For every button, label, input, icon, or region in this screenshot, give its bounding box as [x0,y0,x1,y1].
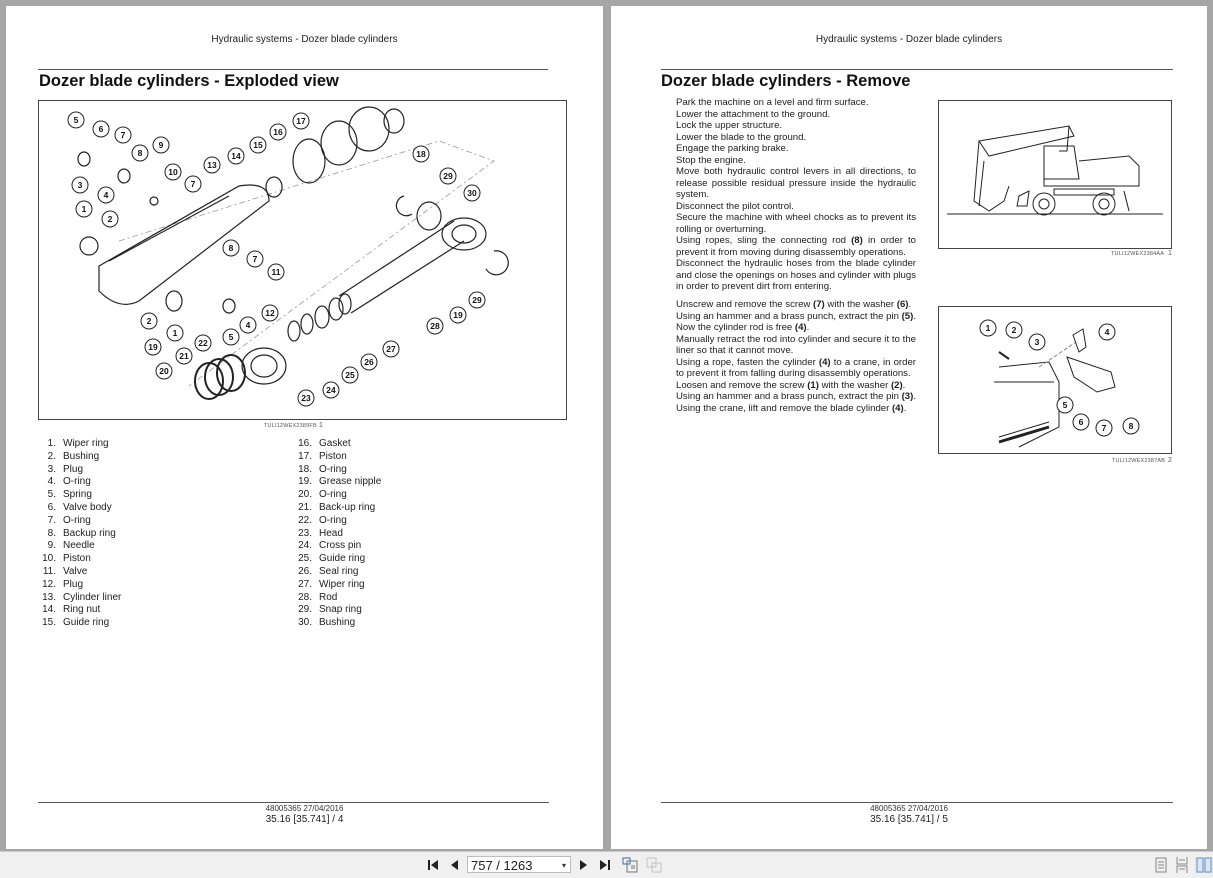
svg-text:4: 4 [1104,327,1110,337]
parts-list-item: 17. Piston [298,450,347,462]
parts-list-item: 23. Head [298,527,343,539]
last-page-icon [599,860,611,870]
svg-text:1: 1 [985,323,991,333]
continuous-view-button[interactable] [1174,857,1190,873]
previous-page-button[interactable] [450,857,460,873]
previous-view-icon [622,857,638,873]
step: Loosen and remove the screw (1) with the washer (2). [676,379,906,391]
svg-text:29: 29 [443,171,453,181]
svg-text:8: 8 [137,148,143,158]
two-page-view-button[interactable] [1195,857,1213,873]
parts-list-item: 19. Grease nipple [298,476,382,488]
footer-rule [661,802,1173,803]
parts-list-item: 9. Needle [47,540,95,552]
parts-list-item: 26. Seal ring [298,565,359,577]
svg-text:2: 2 [107,214,113,224]
parts-list-item: 13. Cylinder liner [42,591,122,603]
step: Secure the machine with wheel chocks as to prevent its rolling or overturning. [676,212,916,235]
footer-page-number: 35.16 [35.741] / 5 [870,814,948,825]
svg-text:25: 25 [345,370,355,380]
next-page-icon [579,860,587,870]
svg-text:5: 5 [73,115,79,125]
procedure-steps-1 [676,97,916,293]
figure-caption-code: TULI12WEX2389FB [264,423,317,429]
parts-list-item: 25. Guide ring [298,553,366,565]
step: Now the cylinder rod is free (4). [676,322,810,333]
svg-text:19: 19 [148,342,158,352]
parts-list-item: 20. O-ring [298,489,347,501]
blade-cylinder-drawing [939,307,1171,453]
step: Disconnect the hydraulic hoses from the blade cylinder and close the openings on hoses and cylinder with plugs in order to prevent dirt from entering. [676,258,917,292]
svg-text:5: 5 [228,332,234,342]
parts-list-item: 18. O-ring [298,463,347,475]
last-page-button[interactable] [598,857,612,873]
parts-list-item: 8. Backup ring [47,527,116,539]
svg-text:20: 20 [159,366,169,376]
parts-list-item: 2. Bushing [47,450,100,462]
parts-list-item: 15. Guide ring [42,617,110,629]
parts-list-item: 6. Valve body [47,501,112,513]
parts-list-item: 1. Wiper ring [47,438,109,449]
excavator-figure [938,100,1172,249]
parts-list-item: 22. O-ring [298,514,347,526]
step: Using the crane, lift and remove the blade cylinder (4). [676,402,907,414]
next-view-icon [646,857,662,873]
excavator-drawing [939,101,1171,248]
parts-list-item: 27. Wiper ring [298,578,365,590]
svg-text:1: 1 [81,204,87,214]
parts-list-item: 10. Piston [42,553,91,565]
parts-list-item: 7. O-ring [47,514,91,526]
page-dropdown-icon[interactable]: ▾ [561,861,566,870]
first-page-icon [427,860,439,870]
page-left [6,6,603,849]
svg-text:21: 21 [179,351,189,361]
svg-text:22: 22 [198,338,208,348]
parts-list-item: 16. Gasket [298,438,351,449]
step: Unscrew and remove the screw (7) with the washer (6). [676,299,912,310]
title-rule [38,69,548,70]
svg-text:11: 11 [271,267,281,277]
step: Using an hammer and a brass punch, extract the pin (5). [676,310,916,322]
step: Manually retract the rod into cylinder and secure it to the liner so that it cannot move. [676,333,916,356]
footer-rule [38,802,549,803]
parts-list-item: 30. Bushing [298,617,356,629]
page-number-input[interactable]: 757 / 1263 ▾ [467,856,571,873]
parts-list-item: 24. Cross pin [298,540,362,552]
blade-cylinder-figure [938,306,1172,454]
svg-text:5: 5 [1062,400,1068,410]
svg-text:7: 7 [252,254,258,264]
parts-list-col2 [288,438,381,630]
parts-list-col1 [32,438,121,630]
step: Engage the parking brake. [676,143,789,154]
running-head: Hydraulic systems - Dozer blade cylinders [211,34,398,45]
procedure-steps-2 [676,299,916,414]
step: Park the machine on a level and firm surface. [676,97,869,108]
svg-text:24: 24 [326,385,336,395]
parts-list-item: 12. Plug [42,578,84,590]
page-title: Dozer blade cylinders - Exploded view [39,72,339,90]
svg-text:6: 6 [1078,417,1084,427]
svg-text:27: 27 [386,344,396,354]
svg-text:18: 18 [416,149,426,159]
svg-text:3: 3 [77,180,83,190]
go-forward-view-button[interactable] [645,857,663,873]
step: Lower the attachment to the ground. [676,108,831,120]
step: Move both hydraulic control levers in all directions, to release possible residual pressure inside the hydraulic system. [676,166,916,200]
svg-text:2: 2 [146,316,152,326]
parts-list-item: 3. Plug [47,463,84,475]
svg-text:4: 4 [103,190,109,200]
navigation-toolbar [0,851,1213,878]
footer-doc-info: 48005365 27/04/2016 [870,804,948,813]
exploded-view-figure [38,100,567,420]
go-back-view-button[interactable] [621,857,639,873]
step: Lower the blade to the ground. [676,131,807,143]
svg-text:7: 7 [1101,423,1107,433]
svg-text:26: 26 [364,357,374,367]
figure-number: 1 [1168,250,1172,257]
svg-text:12: 12 [265,308,275,318]
step: Using ropes, sling the connecting rod (8) in order to prevent it from moving during disassembly operations. [676,235,916,258]
parts-list-item: 14. Ring nut [42,604,101,616]
step: Using a rope, fasten the cylinder (4) to a crane, in order to prevent it from falling during disassembly operations. [676,356,916,379]
title-rule [661,69,1173,70]
svg-text:14: 14 [231,151,241,161]
svg-text:17: 17 [296,116,306,126]
svg-text:15: 15 [253,140,263,150]
previous-page-icon [451,860,459,870]
running-head: Hydraulic systems - Dozer blade cylinders [815,34,1003,45]
continuous-page-icon [1176,857,1188,873]
parts-list-item: 28. Rod [298,591,338,603]
svg-text:4: 4 [245,320,251,330]
svg-text:28: 28 [430,321,440,331]
parts-list-item: 11. Valve [42,565,88,577]
svg-text:19: 19 [453,310,463,320]
step: Lock the upper structure. [676,120,783,131]
single-page-icon [1155,857,1167,873]
step: Disconnect the pilot control. [676,200,794,212]
two-page-icon [1196,857,1212,873]
svg-text:9: 9 [158,140,164,150]
step: Using an hammer and a brass punch, extract the pin (3). [676,391,916,402]
figure-caption-code: TULI12WEX2384AA [1111,251,1165,257]
parts-list-item: 4. O-ring [47,476,91,488]
svg-text:23: 23 [301,393,311,403]
first-page-button[interactable] [426,857,440,873]
svg-text:8: 8 [228,243,234,253]
svg-text:2: 2 [1011,325,1017,335]
footer-page-number: 35.16 [35.741] / 4 [265,814,344,825]
page-right [611,6,1207,849]
svg-text:13: 13 [207,160,217,170]
svg-text:1: 1 [172,328,178,338]
svg-text:29: 29 [472,295,482,305]
footer-doc-info: 48005365 27/04/2016 [265,804,344,813]
svg-text:16: 16 [273,127,283,137]
svg-text:10: 10 [168,167,178,177]
svg-text:3: 3 [1034,337,1040,347]
parts-list-item: 5. Spring [47,489,92,501]
single-page-view-button[interactable] [1153,857,1169,873]
figure-caption-code: TULI12WEX2387AB [1112,458,1166,464]
figure-number: 1 [319,422,323,429]
parts-list-item: 29. Snap ring [298,604,362,616]
svg-text:7: 7 [120,130,126,140]
step: Stop the engine. [676,154,746,166]
svg-text:7: 7 [190,179,196,189]
page-title: Dozer blade cylinders - Remove [661,72,911,90]
svg-text:8: 8 [1128,421,1134,431]
svg-text:30: 30 [467,188,477,198]
svg-text:6: 6 [98,124,104,134]
parts-list-item: 21. Back-up ring [298,501,376,513]
exploded-view-drawing [39,101,566,419]
next-page-button[interactable] [578,857,588,873]
figure-number: 2 [1168,457,1172,464]
